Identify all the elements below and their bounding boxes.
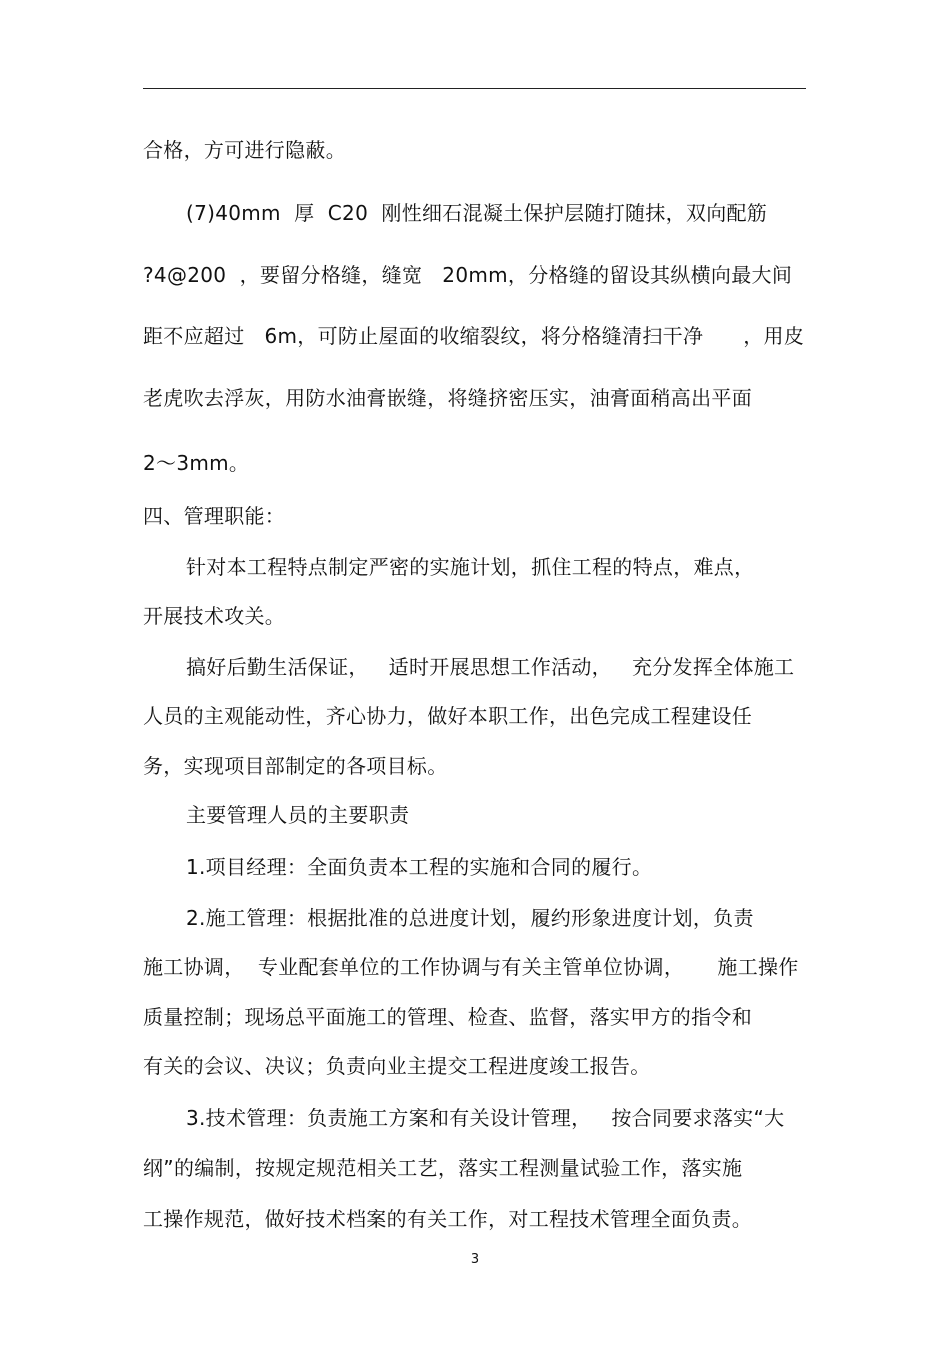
text-line: 2.施工管理：根据批准的总进度计划，履约形象进度计划，负责 [186, 906, 754, 930]
text-line: 2～3mm。 [143, 451, 250, 475]
text-line: 工操作规范，做好技术档案的有关工作，对工程技术管理全面负责。 [143, 1207, 752, 1231]
text-line: 开展技术攻关。 [143, 604, 286, 628]
text-line: ?4@200 ，要留分格缝，缝宽 20mm，分格缝的留设其纵横向最大间 [143, 263, 793, 287]
text-line: 搞好后勤生活保证， 适时开展思想工作活动， 充分发挥全体施工 [186, 655, 795, 679]
text-line: 3.技术管理：负责施工方案和有关设计管理， 按合同要求落实“大 [186, 1106, 785, 1130]
text-line: 距不应超过 6m，可防止屋面的收缩裂纹，将分格缝清扫干净 ，用皮 [143, 324, 805, 348]
text-line: 纲”的编制，按规定规范相关工艺，落实工程测量试验工作，落实施 [143, 1156, 743, 1180]
text-line: 务，实现项目部制定的各项目标。 [143, 754, 448, 778]
subheading: 主要管理人员的主要职责 [186, 803, 410, 827]
text-line: 施工协调， 专业配套单位的工作协调与有关主管单位协调， 施工操作 [143, 955, 799, 979]
text-line: 1.项目经理：全面负责本工程的实施和合同的履行。 [186, 855, 653, 879]
text-line: 老虎吹去浮灰，用防水油膏嵌缝，将缝挤密压实，油膏面稍高出平面 [143, 386, 752, 410]
text-line: (7)40mm 厚 C20 刚性细石混凝土保护层随打随抹，双向配筋 [186, 201, 768, 225]
section-heading: 四、管理职能： [143, 504, 286, 528]
page-number: 3 [470, 1252, 480, 1267]
header-rule [143, 88, 806, 89]
text-line: 有关的会议、决议；负责向业主提交工程进度竣工报告。 [143, 1054, 651, 1078]
text-line: 针对本工程特点制定严密的实施计划，抓住工程的特点，难点， [186, 555, 755, 579]
text-line: 质量控制；现场总平面施工的管理、检查、监督，落实甲方的指令和 [143, 1005, 752, 1029]
text-line: 合格，方可进行隐蔽。 [143, 138, 346, 162]
text-line: 人员的主观能动性，齐心协力，做好本职工作，出色完成工程建设任 [143, 704, 752, 728]
